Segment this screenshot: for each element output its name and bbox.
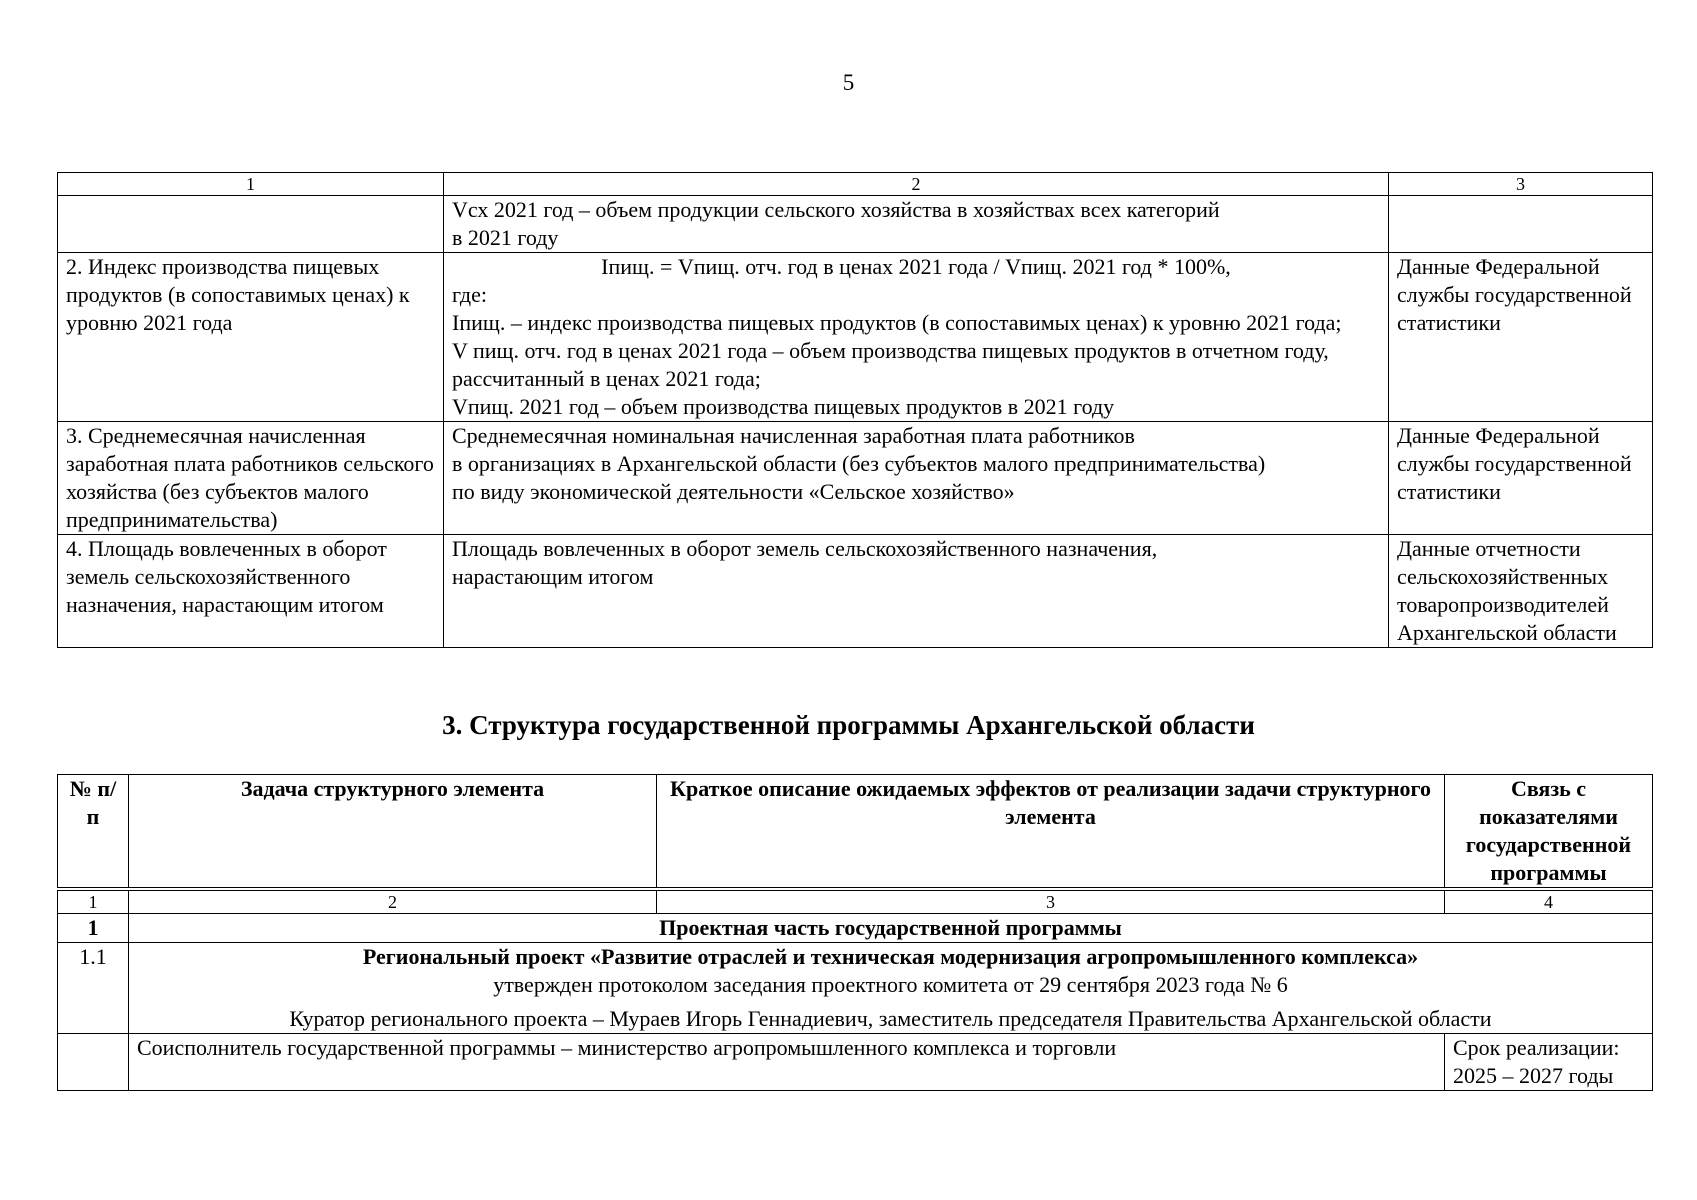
source-cell: Данные Федеральной службы государственной статистики [1389,422,1653,535]
header-task: Задача структурного элемента [129,775,657,890]
table-row [58,253,1653,422]
method-line: V пищ. отч. год в ценах 2021 года – объем производства пищевых продуктов в отчетном году, рассчитанный в ценах 2021 года; [452,338,1329,391]
method-line: по виду экономической деятельности «Сельское хозяйство» [452,479,1015,504]
header-effects: Краткое описание ожидаемых эффектов от реализации задачи структурного элемента [657,775,1445,890]
column-number-row [58,173,1653,196]
column-number: 3 [1389,173,1653,196]
column-number: 2 [129,889,657,914]
method-line: в организациях в Архангельской области (без субъектов малого предпринимательства) [452,451,1266,476]
method-cell [444,422,1389,535]
method-line: Среднемесячная номинальная начисленная заработная плата работников [452,423,1135,448]
header-row [58,775,1653,890]
source-cell: Данные отчетности сельскохозяйственных товаропроизводителей Архангельской области [1389,535,1653,648]
method-line: где: [452,282,487,307]
indicator-cell: 3. Среднемесячная начисленная заработная плата работников сельского хозяйства (без субъектов малого предпринимательства) [58,422,444,535]
term-cell [1445,1034,1653,1091]
method-line: в 2021 году [452,225,559,250]
project-curator: Куратор регионального проекта – Мураев Игорь Геннадиевич, заместитель председателя Правительства Архангельской области [289,1006,1492,1031]
column-number: 1 [58,889,129,914]
indicator-cell [58,196,444,253]
section-row-title: Проектная часть государственной программы [129,914,1653,943]
method-cell [444,196,1389,253]
formula-line: Iпищ. = Vпищ. отч. год в ценах 2021 года / Vпищ. 2021 год * 100%, [601,254,1231,279]
header-number: № п/п [58,775,129,890]
coexecutor-row [58,1034,1653,1091]
empty-cell [58,1034,129,1091]
method-line: Iпищ. – индекс производства пищевых продуктов (в сопоставимых ценах) к уровню 2021 года; [452,310,1342,335]
indicator-cell: 2. Индекс производства пищевых продуктов (в сопоставимых ценах) к уровню 2021 года [58,253,444,422]
column-number: 4 [1445,889,1653,914]
method-line: Vсх 2021 год – объем продукции сельского хозяйства в хозяйствах всех категорий [452,197,1220,222]
table-row [58,422,1653,535]
indicator-cell: 4. Площадь вовлеченных в оборот земель сельскохозяйственного назначения, нарастающим итогом [58,535,444,648]
column-number: 3 [657,889,1445,914]
method-cell [444,253,1389,422]
term-line: 2025 – 2027 годы [1453,1063,1614,1088]
project-title: Региональный проект «Развитие отраслей и техническая модернизация агропромышленного комплекса» [362,944,1419,969]
source-cell [1389,196,1653,253]
column-number: 1 [58,173,444,196]
table-row [58,535,1653,648]
project-cell [129,943,1653,1034]
indicators-method-table [57,172,1653,648]
section-row [58,914,1653,943]
project-row [58,943,1653,1034]
section-number: 1 [58,914,129,943]
program-structure-table [57,774,1653,1091]
table-row [58,196,1653,253]
section-title: 3. Структура государственной программы Архангельской области [442,710,1255,740]
page-number: 5 [842,70,855,95]
method-line: Площадь вовлеченных в оборот земель сельскохозяйственного назначения, [452,536,1158,561]
method-line: Vпищ. 2021 год – объем производства пищевых продуктов в 2021 году [452,394,1115,419]
method-cell [444,535,1389,648]
coexecutor-text: Соисполнитель государственной программы – министерство агропромышленного комплекса и торговли [129,1034,1445,1091]
column-number: 2 [444,173,1389,196]
project-number: 1.1 [58,943,129,1034]
term-line: Срок реализации: [1453,1035,1620,1060]
project-approved: утвержден протоколом заседания проектного комитета от 29 сентября 2023 года № 6 [493,972,1288,997]
header-indicators-link: Связь с показателями государственной программы [1445,775,1653,890]
source-cell: Данные Федеральной службы государственной статистики [1389,253,1653,422]
column-number-row [58,889,1653,914]
method-line: нарастающим итогом [452,564,654,589]
